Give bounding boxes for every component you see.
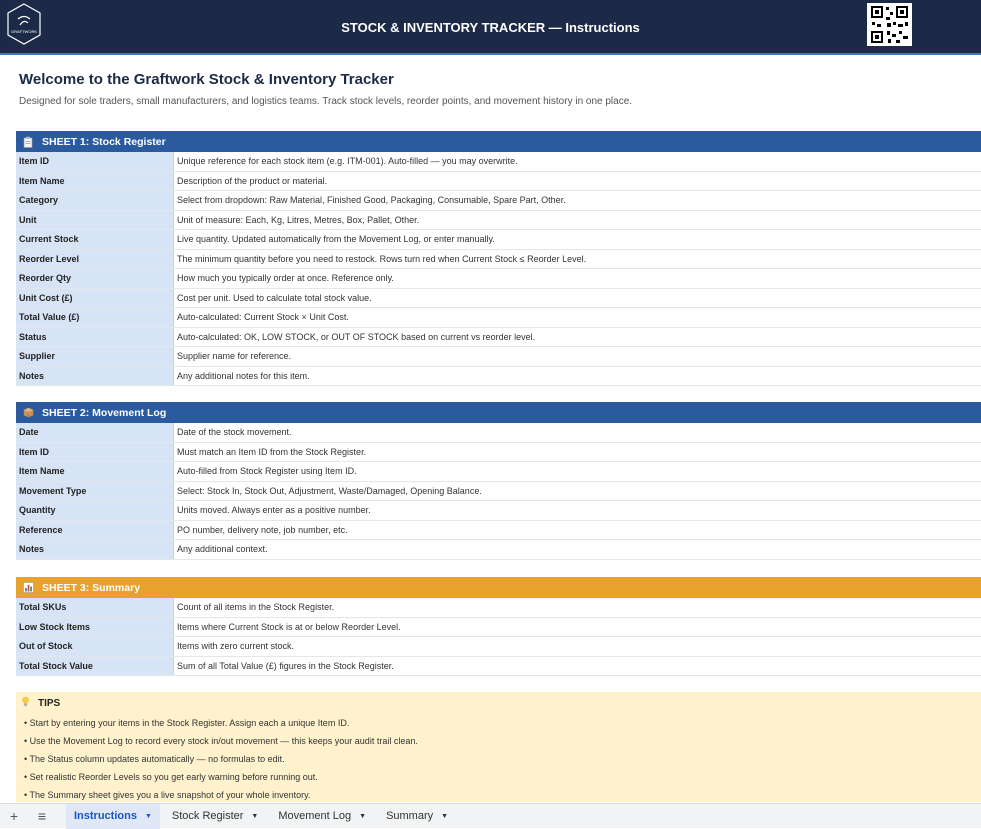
section-header xyxy=(16,577,981,598)
section-header xyxy=(16,402,981,423)
field-label: Supplier xyxy=(16,347,174,366)
tab-label: Instructions xyxy=(74,810,137,822)
field-label: Notes xyxy=(16,367,174,386)
table-row xyxy=(16,540,981,560)
field-label: Total Value (£) xyxy=(16,308,174,327)
field-description: Auto-filled from Stock Register using Item ID. xyxy=(177,466,357,477)
field-description: Auto-calculated: Current Stock × Unit Cost. xyxy=(177,312,349,323)
field-description: Unit of measure: Each, Kg, Litres, Metres, Box, Pallet, Other. xyxy=(177,214,420,225)
chevron-down-icon[interactable]: ▼ xyxy=(144,812,152,820)
intro-text: Designed for sole traders, small manufacturers, and logistics teams. Track stock levels, reorder points, and movement history in one place. xyxy=(19,96,633,107)
field-description: Any additional notes for this item. xyxy=(177,370,310,381)
tip-item: • Set realistic Reorder Levels so you get early warning before running out. xyxy=(24,772,318,782)
field-description: Date of the stock movement. xyxy=(177,427,292,438)
field-description: Sum of all Total Value (£) figures in the Stock Register. xyxy=(177,660,394,671)
sheet-tab-bar xyxy=(0,803,981,828)
table-row xyxy=(16,482,981,502)
lightbulb-icon xyxy=(21,696,30,710)
add-sheet-button[interactable] xyxy=(0,808,28,824)
field-description: Units moved. Always enter as a positive number. xyxy=(177,505,371,516)
table-row xyxy=(16,367,981,387)
field-description: How much you typically order at once. Reference only. xyxy=(177,273,394,284)
field-description: Any additional context. xyxy=(177,544,268,555)
table-row xyxy=(16,328,981,348)
table-row xyxy=(16,172,981,192)
header-bar xyxy=(0,0,981,55)
field-description: PO number, delivery note, job number, etc. xyxy=(177,524,348,535)
section-title: SHEET 1: Stock Register xyxy=(42,135,166,148)
field-description: Unique reference for each stock item (e.g. ITM-001). Auto-filled — you may overwrite. xyxy=(177,156,518,167)
tip-item: • Start by entering your items in the Stock Register. Assign each a unique Item ID. xyxy=(24,718,350,728)
field-label: Movement Type xyxy=(16,482,174,501)
package-icon xyxy=(22,407,34,419)
tips-box xyxy=(16,692,981,802)
tab-instructions[interactable] xyxy=(66,804,160,829)
table-row xyxy=(16,250,981,270)
section-stock-register xyxy=(16,131,981,386)
field-label: Category xyxy=(16,191,174,210)
table-row xyxy=(16,152,981,172)
field-description: Supplier name for reference. xyxy=(177,351,292,362)
field-label: Reference xyxy=(16,521,174,540)
table-row xyxy=(16,521,981,541)
qr-code-icon xyxy=(867,3,912,46)
table-row xyxy=(16,618,981,638)
tab-movement-log[interactable] xyxy=(270,804,374,829)
table-row xyxy=(16,269,981,289)
chevron-down-icon[interactable]: ▼ xyxy=(359,812,367,820)
field-label: Reorder Qty xyxy=(16,269,174,288)
field-label: Status xyxy=(16,328,174,347)
tab-label: Stock Register xyxy=(171,810,244,822)
field-description: Description of the product or material. xyxy=(177,175,328,186)
tab-label: Summary xyxy=(386,810,434,822)
section-title: SHEET 3: Summary xyxy=(42,581,141,594)
page-title: STOCK & INVENTORY TRACKER — Instructions xyxy=(341,20,640,35)
section-title: SHEET 2: Movement Log xyxy=(42,406,167,419)
tab-summary[interactable] xyxy=(378,804,456,829)
field-description: Items where Current Stock is at or below Reorder Level. xyxy=(177,621,401,632)
table-row xyxy=(16,289,981,309)
field-label: Reorder Level xyxy=(16,250,174,269)
field-label: Unit xyxy=(16,211,174,230)
tip-item: • The Summary sheet gives you a live snapshot of your whole inventory. xyxy=(24,790,311,800)
table-row xyxy=(16,637,981,657)
field-label: Item Name xyxy=(16,462,174,481)
table-row xyxy=(16,211,981,231)
field-label: Item ID xyxy=(16,152,174,171)
clipboard-icon xyxy=(22,136,34,148)
field-label: Quantity xyxy=(16,501,174,520)
section-movement-log xyxy=(16,402,981,560)
field-description: Count of all items in the Stock Register. xyxy=(177,602,335,613)
table-row xyxy=(16,308,981,328)
table-row xyxy=(16,423,981,443)
field-label: Total SKUs xyxy=(16,598,174,617)
field-description: Cost per unit. Used to calculate total stock value. xyxy=(177,292,372,303)
tip-item: • The Status column updates automatically — no formulas to edit. xyxy=(24,754,285,764)
plus-icon: + xyxy=(9,808,19,824)
table-row xyxy=(16,657,981,677)
field-description: Must match an Item ID from the Stock Register. xyxy=(177,446,367,457)
field-description: Select from dropdown: Raw Material, Finished Good, Packaging, Consumable, Spare Part, Other. xyxy=(177,195,566,206)
section-summary xyxy=(16,577,981,676)
field-description: Live quantity. Updated automatically from the Movement Log, or enter manually. xyxy=(177,234,495,245)
field-label: Item Name xyxy=(16,172,174,191)
table-row xyxy=(16,501,981,521)
field-label: Out of Stock xyxy=(16,637,174,656)
field-description: Items with zero current stock. xyxy=(177,641,295,652)
field-label: Low Stock Items xyxy=(16,618,174,637)
field-label: Item ID xyxy=(16,443,174,462)
table-row xyxy=(16,443,981,463)
all-sheets-button[interactable] xyxy=(28,808,56,824)
table-row xyxy=(16,462,981,482)
table-row xyxy=(16,347,981,367)
table-row xyxy=(16,598,981,618)
field-label: Notes xyxy=(16,540,174,559)
field-label: Total Stock Value xyxy=(16,657,174,676)
tips-header xyxy=(16,692,981,714)
logo-text: GRAFTWORK xyxy=(11,29,37,34)
field-description: The minimum quantity before you need to restock. Rows turn red when Current Stock ≤ Reorder Level. xyxy=(177,253,587,264)
tab-label: Movement Log xyxy=(278,810,352,822)
field-description: Select: Stock In, Stock Out, Adjustment, Waste/Damaged, Opening Balance. xyxy=(177,485,482,496)
field-description: Auto-calculated: OK, LOW STOCK, or OUT OF STOCK based on current vs reorder level. xyxy=(177,331,536,342)
chevron-down-icon[interactable]: ▼ xyxy=(251,812,259,820)
tip-item: • Use the Movement Log to record every stock in/out movement — this keeps your audit trail clean. xyxy=(24,736,418,746)
welcome-heading: Welcome to the Graftwork Stock & Inventory Tracker xyxy=(19,71,394,88)
table-row xyxy=(16,230,981,250)
bar-chart-icon xyxy=(22,582,34,594)
tab-stock-register[interactable] xyxy=(164,804,266,829)
field-label: Current Stock xyxy=(16,230,174,249)
field-label: Unit Cost (£) xyxy=(16,289,174,308)
chevron-down-icon[interactable]: ▼ xyxy=(441,812,449,820)
hamburger-menu-icon: ≡ xyxy=(37,808,47,824)
table-row xyxy=(16,191,981,211)
section-header xyxy=(16,131,981,152)
field-label: Date xyxy=(16,423,174,442)
tips-title: TIPS xyxy=(38,697,61,709)
